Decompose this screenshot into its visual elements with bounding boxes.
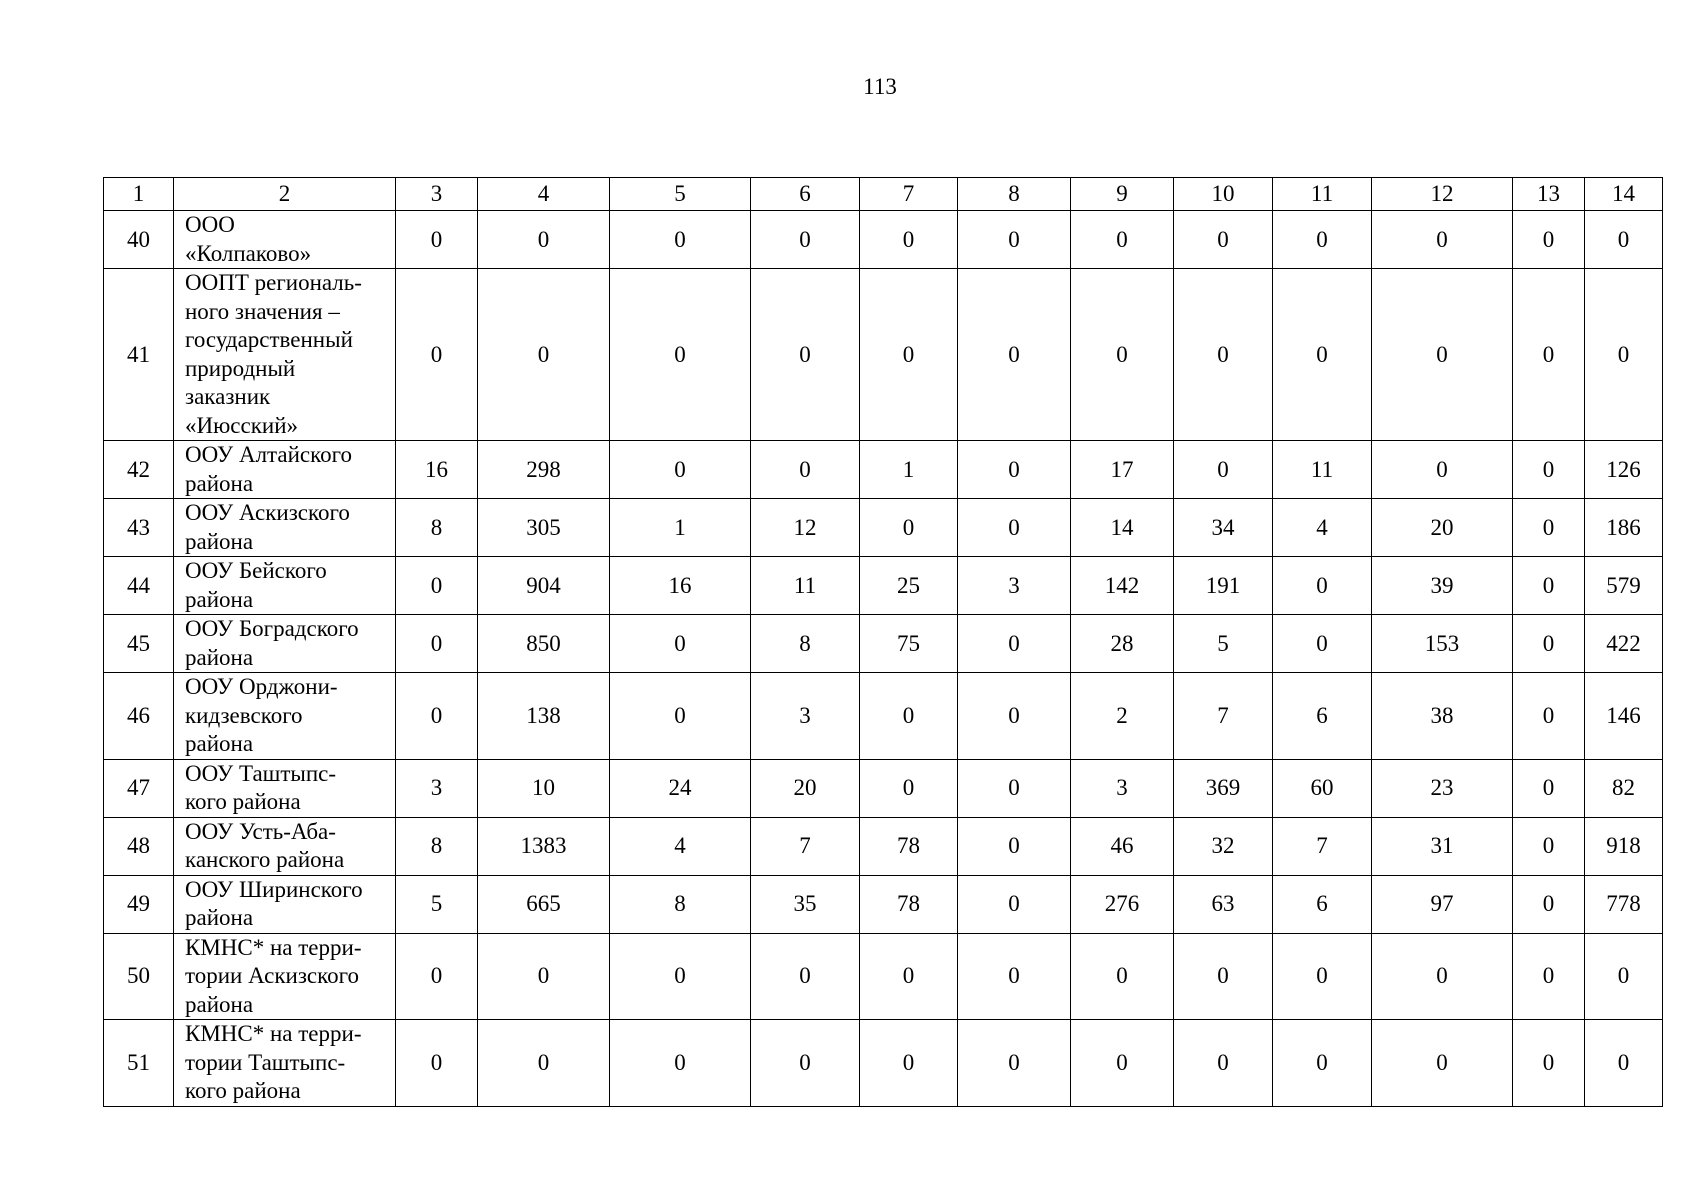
value-cell: 63 [1174, 875, 1273, 933]
value-cell: 82 [1585, 759, 1663, 817]
value-cell: 6 [1273, 673, 1372, 760]
column-header: 3 [396, 178, 478, 211]
value-cell: 0 [610, 269, 751, 441]
value-cell: 0 [1585, 933, 1663, 1020]
value-cell: 16 [610, 557, 751, 615]
column-header: 5 [610, 178, 751, 211]
organization-name-cell [174, 817, 396, 875]
organization-name-line: ООУ Орджони- [185, 674, 338, 699]
value-cell: 191 [1174, 557, 1273, 615]
value-cell: 0 [860, 211, 958, 269]
column-header: 7 [860, 178, 958, 211]
value-cell: 146 [1585, 673, 1663, 760]
value-cell: 0 [958, 615, 1071, 673]
value-cell: 0 [860, 933, 958, 1020]
table-row [104, 875, 1663, 933]
organization-name-line: ООУ Усть-Аба- [185, 818, 336, 844]
value-cell: 0 [1513, 1020, 1585, 1107]
value-cell: 0 [610, 933, 751, 1020]
value-cell: 0 [1585, 1020, 1663, 1107]
value-cell: 0 [1585, 269, 1663, 441]
value-cell: 0 [1513, 557, 1585, 615]
value-cell: 0 [1513, 269, 1585, 441]
value-cell: 126 [1585, 441, 1663, 499]
row-number-cell: 45 [104, 615, 174, 673]
value-cell: 0 [1372, 1020, 1513, 1107]
value-cell: 0 [860, 269, 958, 441]
value-cell: 0 [1513, 211, 1585, 269]
column-header: 9 [1071, 178, 1174, 211]
value-cell: 0 [1513, 933, 1585, 1020]
column-header: 8 [958, 178, 1071, 211]
value-cell: 0 [396, 673, 478, 760]
value-cell: 0 [751, 933, 860, 1020]
row-number-cell: 50 [104, 933, 174, 1020]
value-cell: 7 [751, 817, 860, 875]
data-table [103, 177, 1663, 1107]
value-cell: 369 [1174, 759, 1273, 817]
value-cell: 778 [1585, 875, 1663, 933]
value-cell: 918 [1585, 817, 1663, 875]
row-number-cell: 49 [104, 875, 174, 933]
value-cell: 422 [1585, 615, 1663, 673]
value-cell: 579 [1585, 557, 1663, 615]
organization-name-line: КМНС* на терри- [185, 934, 362, 960]
value-cell: 5 [1174, 615, 1273, 673]
value-cell: 3 [751, 673, 860, 760]
row-number-cell: 51 [104, 1020, 174, 1107]
value-cell: 0 [1174, 441, 1273, 499]
value-cell: 0 [860, 499, 958, 557]
value-cell: 78 [860, 875, 958, 933]
table-row [104, 673, 1663, 760]
value-cell: 0 [1513, 759, 1585, 817]
value-cell: 10 [478, 759, 610, 817]
table-row [104, 759, 1663, 817]
value-cell: 0 [1071, 211, 1174, 269]
value-cell: 0 [478, 933, 610, 1020]
value-cell: 0 [610, 673, 751, 760]
organization-name-line: КМНС* на терри- [185, 1021, 362, 1046]
value-cell: 0 [1513, 499, 1585, 557]
value-cell: 0 [1513, 673, 1585, 760]
value-cell: 32 [1174, 817, 1273, 875]
organization-name-cell [174, 211, 396, 269]
organization-name-line: государственный [185, 327, 353, 352]
value-cell: 0 [1174, 211, 1273, 269]
value-cell: 20 [1372, 499, 1513, 557]
row-number-cell: 42 [104, 441, 174, 499]
organization-name-line: ООУ Алтайского [185, 442, 352, 467]
value-cell: 0 [1513, 875, 1585, 933]
table-row [104, 933, 1663, 1020]
value-cell: 0 [1174, 1020, 1273, 1107]
value-cell: 0 [1071, 1020, 1174, 1107]
value-cell: 142 [1071, 557, 1174, 615]
value-cell: 0 [958, 817, 1071, 875]
value-cell: 1383 [478, 817, 610, 875]
value-cell: 16 [396, 441, 478, 499]
table-row [104, 211, 1663, 269]
column-header: 13 [1513, 178, 1585, 211]
value-cell: 0 [958, 441, 1071, 499]
value-cell: 0 [1585, 211, 1663, 269]
value-cell: 0 [1273, 1020, 1372, 1107]
table-row [104, 615, 1663, 673]
value-cell: 2 [1071, 673, 1174, 760]
value-cell: 298 [478, 441, 610, 499]
value-cell: 8 [396, 499, 478, 557]
value-cell: 7 [1174, 673, 1273, 760]
value-cell: 0 [478, 269, 610, 441]
value-cell: 11 [1273, 441, 1372, 499]
value-cell: 186 [1585, 499, 1663, 557]
value-cell: 78 [860, 817, 958, 875]
value-cell: 8 [610, 875, 751, 933]
organization-name-cell [174, 759, 396, 817]
organization-name-line: района [185, 731, 254, 756]
value-cell: 17 [1071, 441, 1174, 499]
value-cell: 39 [1372, 557, 1513, 615]
value-cell: 0 [610, 1020, 751, 1107]
page-number: 113 [863, 74, 897, 99]
organization-name-line: ООО [185, 212, 235, 237]
value-cell: 0 [396, 933, 478, 1020]
value-cell: 0 [1513, 615, 1585, 673]
value-cell: 75 [860, 615, 958, 673]
value-cell: 0 [1273, 211, 1372, 269]
organization-name-line: района [185, 905, 254, 930]
organization-name-cell [174, 269, 396, 441]
value-cell: 0 [1513, 441, 1585, 499]
value-cell: 97 [1372, 875, 1513, 933]
value-cell: 38 [1372, 673, 1513, 760]
column-header-row [104, 178, 1663, 211]
table-row [104, 817, 1663, 875]
value-cell: 24 [610, 759, 751, 817]
value-cell: 23 [1372, 759, 1513, 817]
value-cell: 0 [1273, 615, 1372, 673]
value-cell: 0 [958, 211, 1071, 269]
row-number-cell: 40 [104, 211, 174, 269]
value-cell: 60 [1273, 759, 1372, 817]
value-cell: 0 [610, 441, 751, 499]
value-cell: 276 [1071, 875, 1174, 933]
organization-name-cell [174, 441, 396, 499]
value-cell: 153 [1372, 615, 1513, 673]
value-cell: 1 [610, 499, 751, 557]
organization-name-line: «Колпаково» [185, 240, 312, 266]
value-cell: 0 [1273, 933, 1372, 1020]
organization-name-line: района [185, 644, 254, 670]
value-cell: 0 [751, 1020, 860, 1107]
organization-name-line: тории Аскизского [185, 963, 360, 988]
organization-name-line: района [185, 470, 254, 496]
value-cell: 35 [751, 875, 860, 933]
value-cell: 12 [751, 499, 860, 557]
value-cell: 0 [396, 615, 478, 673]
value-cell: 0 [1372, 211, 1513, 269]
table-row [104, 1020, 1663, 1107]
organization-name-line: ООУ Ширинского [185, 876, 363, 902]
value-cell: 31 [1372, 817, 1513, 875]
value-cell: 0 [1372, 269, 1513, 441]
value-cell: 5 [396, 875, 478, 933]
value-cell: 0 [1273, 557, 1372, 615]
value-cell: 0 [610, 211, 751, 269]
value-cell: 0 [958, 269, 1071, 441]
column-header: 1 [104, 178, 174, 211]
value-cell: 0 [860, 673, 958, 760]
row-number-cell: 43 [104, 499, 174, 557]
organization-name-line: ного значения – [185, 298, 340, 324]
value-cell: 3 [958, 557, 1071, 615]
value-cell: 665 [478, 875, 610, 933]
organization-name-line: ООУ Бейского [185, 558, 327, 583]
table-body [104, 178, 1663, 1107]
value-cell: 34 [1174, 499, 1273, 557]
organization-name-line: ООПТ региональ- [185, 270, 362, 295]
value-cell: 11 [751, 557, 860, 615]
organization-name-cell [174, 673, 396, 760]
value-cell: 28 [1071, 615, 1174, 673]
value-cell: 8 [396, 817, 478, 875]
value-cell: 4 [1273, 499, 1372, 557]
table-row [104, 269, 1663, 441]
value-cell: 0 [958, 933, 1071, 1020]
value-cell: 0 [1372, 933, 1513, 1020]
organization-name-line: кого района [185, 1078, 301, 1103]
organization-name-line: ООУ Боградского [185, 616, 359, 641]
value-cell: 0 [958, 759, 1071, 817]
value-cell: 8 [751, 615, 860, 673]
value-cell: 0 [751, 441, 860, 499]
column-header: 6 [751, 178, 860, 211]
value-cell: 0 [860, 1020, 958, 1107]
row-number-cell: 46 [104, 673, 174, 760]
column-header: 12 [1372, 178, 1513, 211]
value-cell: 25 [860, 557, 958, 615]
organization-name-line: района [185, 528, 254, 554]
value-cell: 0 [751, 211, 860, 269]
value-cell: 14 [1071, 499, 1174, 557]
organization-name-cell [174, 499, 396, 557]
value-cell: 0 [1071, 933, 1174, 1020]
value-cell: 850 [478, 615, 610, 673]
column-header: 2 [174, 178, 396, 211]
value-cell: 0 [1513, 817, 1585, 875]
row-number-cell: 44 [104, 557, 174, 615]
organization-name-line: кидзевского [185, 702, 303, 728]
organization-name-line: района [185, 991, 254, 1017]
value-cell: 0 [1372, 441, 1513, 499]
organization-name-line: тории Таштыпс- [185, 1049, 346, 1075]
organization-name-cell [174, 933, 396, 1020]
table-row [104, 557, 1663, 615]
organization-name-line: «Июсский» [185, 412, 299, 438]
organization-name-cell [174, 875, 396, 933]
column-header: 4 [478, 178, 610, 211]
value-cell: 1 [860, 441, 958, 499]
value-cell: 0 [1273, 269, 1372, 441]
value-cell: 0 [1071, 269, 1174, 441]
value-cell: 0 [751, 269, 860, 441]
value-cell: 0 [478, 1020, 610, 1107]
value-cell: 0 [1174, 933, 1273, 1020]
value-cell: 904 [478, 557, 610, 615]
value-cell: 0 [958, 499, 1071, 557]
value-cell: 46 [1071, 817, 1174, 875]
value-cell: 305 [478, 499, 610, 557]
table-row [104, 499, 1663, 557]
value-cell: 0 [396, 211, 478, 269]
value-cell: 3 [396, 759, 478, 817]
table-row [104, 441, 1663, 499]
value-cell: 0 [958, 875, 1071, 933]
organization-name-line: канского района [185, 847, 345, 872]
organization-name-line: кого района [185, 789, 301, 814]
value-cell: 7 [1273, 817, 1372, 875]
value-cell: 20 [751, 759, 860, 817]
column-header: 14 [1585, 178, 1663, 211]
value-cell: 0 [478, 211, 610, 269]
row-number-cell: 41 [104, 269, 174, 441]
value-cell: 0 [958, 673, 1071, 760]
value-cell: 0 [860, 759, 958, 817]
organization-name-cell [174, 615, 396, 673]
value-cell: 3 [1071, 759, 1174, 817]
row-number-cell: 48 [104, 817, 174, 875]
organization-name-line: заказник [185, 384, 271, 409]
organization-name-line: природный [185, 355, 296, 381]
value-cell: 0 [396, 269, 478, 441]
value-cell: 0 [610, 615, 751, 673]
value-cell: 0 [958, 1020, 1071, 1107]
value-cell: 6 [1273, 875, 1372, 933]
column-header: 10 [1174, 178, 1273, 211]
value-cell: 0 [396, 1020, 478, 1107]
value-cell: 0 [396, 557, 478, 615]
value-cell: 4 [610, 817, 751, 875]
organization-name-cell [174, 557, 396, 615]
value-cell: 138 [478, 673, 610, 760]
value-cell: 0 [1174, 269, 1273, 441]
organization-name-cell [174, 1020, 396, 1107]
organization-name-line: ООУ Аскизского [185, 500, 350, 525]
organization-name-line: района [185, 586, 254, 612]
column-header: 11 [1273, 178, 1372, 211]
row-number-cell: 47 [104, 759, 174, 817]
organization-name-line: ООУ Таштыпс- [185, 760, 337, 786]
